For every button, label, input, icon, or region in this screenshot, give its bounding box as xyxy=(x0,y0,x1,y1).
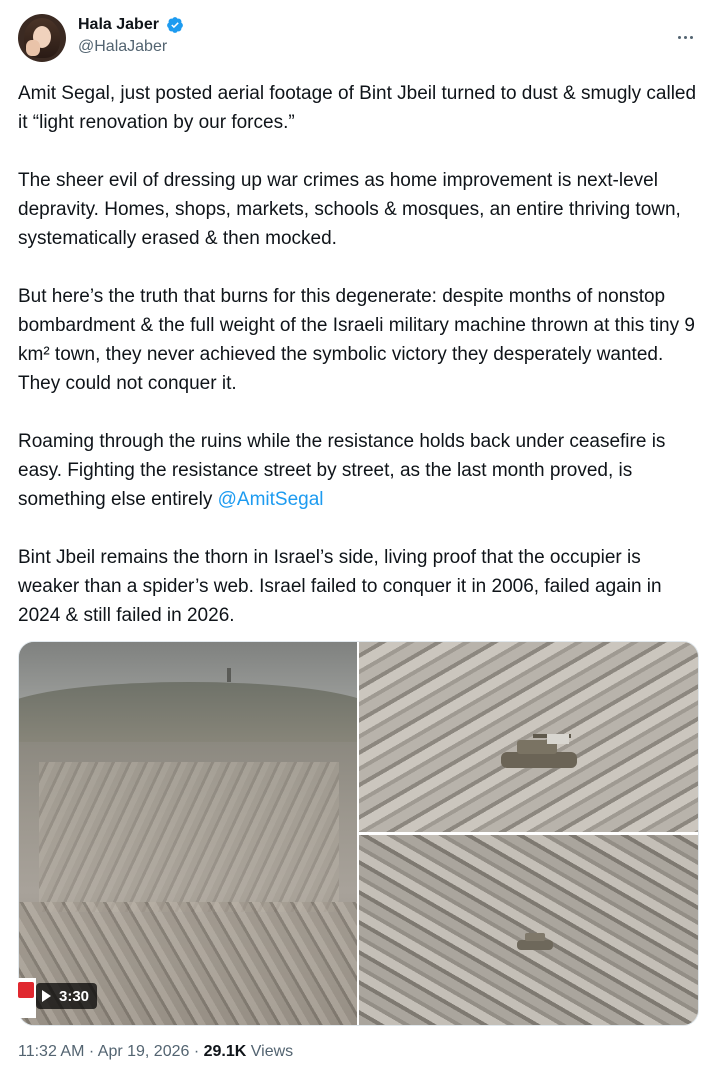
author-names xyxy=(78,16,184,56)
tweet-paragraph: Bint Jbeil remains the thorn in Israel’s side, living proof that the occupier is weaker than a spider’s web. Israel failed to conquer it in 2006, failed again in 2024 & still failed in 2026. xyxy=(18,547,662,626)
meta-separator: · xyxy=(193,1043,200,1060)
mention-link[interactable]: @AmitSegal xyxy=(217,489,324,510)
more-options-icon[interactable] xyxy=(674,16,696,38)
tank-shape xyxy=(515,930,555,952)
verified-badge-icon xyxy=(166,16,184,34)
avatar-hand xyxy=(26,40,40,56)
tweet-time[interactable]: 11:32 AM xyxy=(18,1043,85,1060)
tweet-date[interactable]: Apr 19, 2026 xyxy=(97,1043,190,1060)
views-count[interactable]: 29.1K xyxy=(203,1043,247,1060)
author-display-name[interactable]: Hala Jaber xyxy=(78,16,159,33)
video-thumbnail-aerial[interactable] xyxy=(19,642,357,1025)
tweet-header xyxy=(18,14,696,64)
video-duration-badge[interactable] xyxy=(36,983,97,1009)
media-grid xyxy=(18,641,699,1026)
views-label: Views xyxy=(250,1043,294,1060)
tweet-paragraph: The sheer evil of dressing up war crimes as home improvement is next-level depravity. Homes, shops, markets, schools & mosques, an entire thriving town, systematically erased & then mocked. xyxy=(18,170,681,249)
tweet-paragraph xyxy=(18,427,698,514)
tank-shape xyxy=(497,732,583,772)
meta-separator: · xyxy=(88,1043,95,1060)
tweet-meta xyxy=(18,1043,293,1061)
tweet-paragraph-text: Roaming through the ruins while the resistance holds back under ceasefire is easy. Fighting the resistance street by street, as the last month proved, is something else entirely xyxy=(18,431,666,510)
avatar[interactable] xyxy=(18,14,66,62)
author-handle[interactable]: @HalaJaber xyxy=(78,38,168,56)
tweet-paragraph: But here’s the truth that burns for this degenerate: despite months of nonstop bombardment & the full weight of the Israeli military machine thrown at this tiny 9 km² town, they never achieved the symbolic victory they desperately wanted. They could not conquer it. xyxy=(18,286,695,394)
video-duration: 3:30 xyxy=(59,987,90,1005)
play-icon xyxy=(42,990,51,1002)
tweet-paragraph: Amit Segal, just posted aerial footage of Bint Jbeil turned to dust & smugly called it “light renovation by our forces.” xyxy=(18,83,697,133)
channel-logo xyxy=(18,978,36,1018)
tweet-text xyxy=(18,79,698,659)
